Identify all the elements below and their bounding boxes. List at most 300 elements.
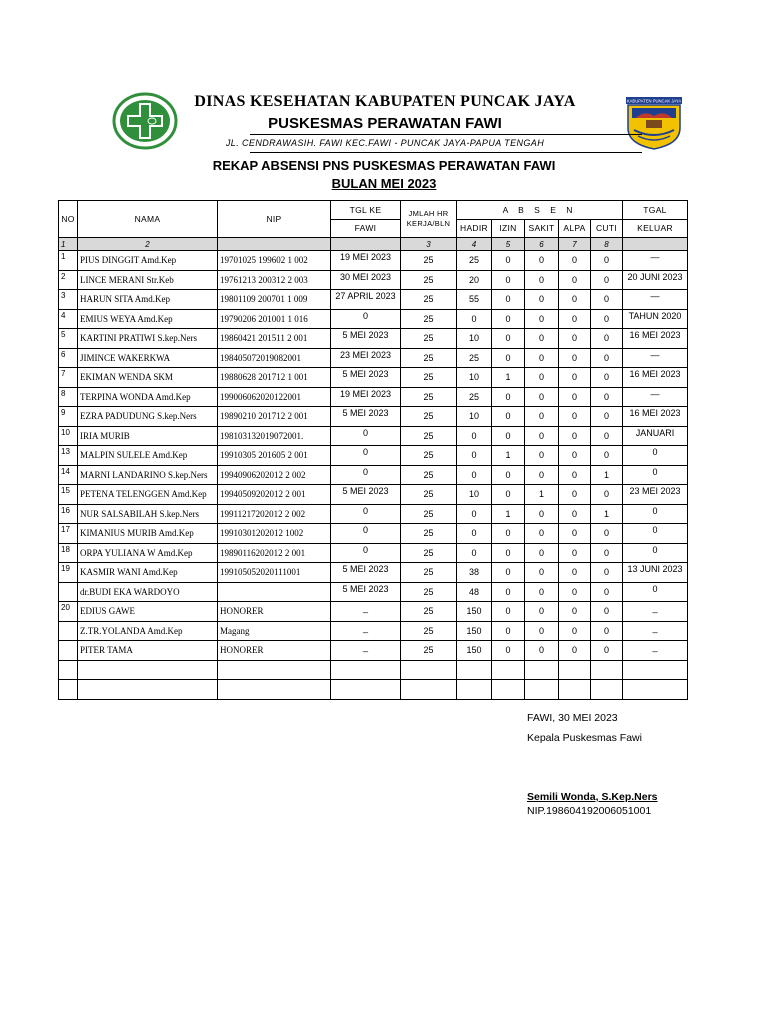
table-row <box>59 524 688 544</box>
row-jmlah: 25 <box>401 543 457 563</box>
row-cuti: 0 <box>591 621 623 641</box>
row-jmlah: 25 <box>401 641 457 661</box>
row-alpa: 0 <box>559 543 591 563</box>
row-sakit: 0 <box>525 426 559 446</box>
table-row <box>59 290 688 310</box>
row-sakit: 0 <box>525 563 559 583</box>
row-hadir: 48 <box>457 582 492 602</box>
col-no: NO <box>59 201 78 238</box>
row-jmlah: 25 <box>401 504 457 524</box>
row-cuti: 0 <box>591 329 623 349</box>
row-hadir: 10 <box>457 407 492 427</box>
col-absen: A B S E N <box>457 201 623 220</box>
signature-role: Kepala Puskesmas Fawi <box>527 732 642 744</box>
row-tgl-ke: 0 <box>331 504 401 524</box>
row-alpa: 0 <box>559 329 591 349</box>
row-tgl-ke: 0 <box>331 309 401 329</box>
row-tgl-ke: _ <box>331 641 401 661</box>
table-row <box>59 504 688 524</box>
report-subtitle: BULAN MEI 2023 <box>331 176 437 191</box>
row-cuti: 0 <box>591 602 623 622</box>
row-hadir: 0 <box>457 465 492 485</box>
row-tgl-ke: 0 <box>331 524 401 544</box>
row-keluar <box>623 680 688 700</box>
row-nama: LINCE MERANI Str.Keb <box>78 270 218 290</box>
table-row <box>59 426 688 446</box>
row-nama: IRIA MURIB <box>78 426 218 446</box>
row-tgl-ke: 5 MEI 2023 <box>331 407 401 427</box>
agency-title: DINAS KESEHATAN KABUPATEN PUNCAK JAYA <box>194 93 576 110</box>
row-tgl-ke <box>331 680 401 700</box>
row-tgl-ke: 19 MEI 2023 <box>331 251 401 271</box>
row-no: 5 <box>59 329 78 349</box>
row-alpa: 0 <box>559 348 591 368</box>
row-jmlah: 25 <box>401 621 457 641</box>
row-izin: 0 <box>492 290 525 310</box>
row-no: 1 <box>59 251 78 271</box>
row-nip: 19880628 201712 1 001 <box>218 368 331 388</box>
row-cuti <box>591 660 623 680</box>
row-jmlah: 25 <box>401 524 457 544</box>
row-izin: 0 <box>492 582 525 602</box>
row-nama: KARTINI PRATIWI S.kep.Ners <box>78 329 218 349</box>
table-row <box>59 680 688 700</box>
row-izin: 0 <box>492 426 525 446</box>
row-cuti: 0 <box>591 543 623 563</box>
row-nip: 19761213 200312 2 003 <box>218 270 331 290</box>
row-hadir: 10 <box>457 368 492 388</box>
row-nama: KASMIR WANI Amd.Kep <box>78 563 218 583</box>
row-hadir: 0 <box>457 504 492 524</box>
row-nip: 198405072019082001 <box>218 348 331 368</box>
row-sakit: 0 <box>525 504 559 524</box>
row-nama: EZRA PADUDUNG S.kep.Ners <box>78 407 218 427</box>
row-sakit: 0 <box>525 543 559 563</box>
row-hadir: 20 <box>457 270 492 290</box>
row-jmlah: 25 <box>401 582 457 602</box>
row-nip: 19910301202012 1002 <box>218 524 331 544</box>
row-sakit: 0 <box>525 368 559 388</box>
table-row <box>59 407 688 427</box>
row-nip: 19911217202012 2 002 <box>218 504 331 524</box>
row-izin: 0 <box>492 387 525 407</box>
row-hadir: 0 <box>457 426 492 446</box>
col-number: 3 <box>401 238 457 251</box>
row-cuti: 0 <box>591 563 623 583</box>
row-sakit: 0 <box>525 524 559 544</box>
row-hadir <box>457 660 492 680</box>
row-no: 14 <box>59 465 78 485</box>
row-no <box>59 660 78 680</box>
table-row <box>59 485 688 505</box>
row-alpa: 0 <box>559 251 591 271</box>
row-cuti: 0 <box>591 387 623 407</box>
row-keluar: 0 <box>623 543 688 563</box>
col-keluar: KELUAR <box>623 219 688 238</box>
row-alpa: 0 <box>559 504 591 524</box>
row-cuti: 0 <box>591 426 623 446</box>
row-sakit: 0 <box>525 348 559 368</box>
row-cuti: 0 <box>591 348 623 368</box>
table-row <box>59 251 688 271</box>
col-number <box>331 238 401 251</box>
table-row <box>59 465 688 485</box>
row-nip: 199105052020111001 <box>218 563 331 583</box>
row-nip: 19940509202012 2 001 <box>218 485 331 505</box>
col-number: 6 <box>525 238 559 251</box>
row-no: 10 <box>59 426 78 446</box>
table-row <box>59 348 688 368</box>
row-keluar: _ <box>623 602 688 622</box>
row-izin: 0 <box>492 524 525 544</box>
row-sakit: 0 <box>525 309 559 329</box>
col-jmlah: JMLAH HR KERJA/BLN <box>401 201 457 238</box>
row-jmlah: 25 <box>401 368 457 388</box>
row-keluar: 0 <box>623 446 688 466</box>
row-jmlah: 25 <box>401 270 457 290</box>
row-tgl-ke: 19 MEI 2023 <box>331 387 401 407</box>
row-jmlah <box>401 680 457 700</box>
table-row <box>59 641 688 661</box>
table-row <box>59 270 688 290</box>
row-nama: EKIMAN WENDA SKM <box>78 368 218 388</box>
row-no: 13 <box>59 446 78 466</box>
col-sakit: SAKIT <box>525 219 559 238</box>
row-cuti: 0 <box>591 407 623 427</box>
header-rule-bottom <box>250 152 642 153</box>
col-number: 8 <box>591 238 623 251</box>
row-alpa: 0 <box>559 407 591 427</box>
table-row <box>59 660 688 680</box>
col-number: 7 <box>559 238 591 251</box>
row-keluar: 0 <box>623 504 688 524</box>
row-alpa: 0 <box>559 426 591 446</box>
row-cuti: 0 <box>591 251 623 271</box>
svg-text:KABUPATEN PUNCAK JAYA: KABUPATEN PUNCAK JAYA <box>626 98 682 104</box>
column-number-row <box>59 238 688 251</box>
row-cuti: 0 <box>591 582 623 602</box>
row-tgl-ke: 5 MEI 2023 <box>331 485 401 505</box>
row-sakit: 0 <box>525 465 559 485</box>
row-nip: 19860421 201511 2 001 <box>218 329 331 349</box>
row-cuti: 0 <box>591 290 623 310</box>
row-izin <box>492 660 525 680</box>
row-alpa: 0 <box>559 563 591 583</box>
row-cuti: 0 <box>591 368 623 388</box>
row-jmlah: 25 <box>401 465 457 485</box>
row-nip: 198103132019072001. <box>218 426 331 446</box>
table-row <box>59 582 688 602</box>
col-number: 1 <box>59 238 78 251</box>
row-nama: Z.TR.YOLANDA Amd.Kep <box>78 621 218 641</box>
row-hadir: 38 <box>457 563 492 583</box>
row-no: 15 <box>59 485 78 505</box>
row-no: 9 <box>59 407 78 427</box>
row-izin: 0 <box>492 563 525 583</box>
row-nama: TERPINA WONDA Amd.Kep <box>78 387 218 407</box>
row-tgl-ke: 23 MEI 2023 <box>331 348 401 368</box>
row-hadir: 0 <box>457 446 492 466</box>
row-hadir: 25 <box>457 251 492 271</box>
table-row <box>59 309 688 329</box>
row-jmlah: 25 <box>401 563 457 583</box>
row-tgl-ke: 30 MEI 2023 <box>331 270 401 290</box>
row-cuti <box>591 680 623 700</box>
row-keluar: _ <box>623 641 688 661</box>
row-sakit: 0 <box>525 446 559 466</box>
col-tgl-ke: TGL KE <box>331 201 401 220</box>
row-alpa: 0 <box>559 602 591 622</box>
row-hadir: 0 <box>457 309 492 329</box>
row-alpa <box>559 660 591 680</box>
row-tgl-ke <box>331 660 401 680</box>
row-keluar: — <box>623 251 688 271</box>
row-tgl-ke: 0 <box>331 426 401 446</box>
row-nip <box>218 660 331 680</box>
row-nip: 199006062020122001 <box>218 387 331 407</box>
row-tgl-ke: 5 MEI 2023 <box>331 582 401 602</box>
row-nip: 19910305 201605 2 001 <box>218 446 331 466</box>
col-number <box>218 238 331 251</box>
row-nip: HONORER <box>218 641 331 661</box>
col-number: 2 <box>78 238 218 251</box>
row-keluar: 0 <box>623 582 688 602</box>
row-cuti: 0 <box>591 524 623 544</box>
attendance-table <box>58 200 688 700</box>
row-cuti: 1 <box>591 504 623 524</box>
row-no: 2 <box>59 270 78 290</box>
row-hadir: 25 <box>457 387 492 407</box>
row-jmlah: 25 <box>401 290 457 310</box>
row-jmlah: 25 <box>401 309 457 329</box>
col-tgal: TGAL <box>623 201 688 220</box>
row-nip: 19940906202012 2 002 <box>218 465 331 485</box>
row-sakit: 0 <box>525 387 559 407</box>
row-sakit: 1 <box>525 485 559 505</box>
row-sakit: 0 <box>525 602 559 622</box>
row-no: 6 <box>59 348 78 368</box>
row-jmlah: 25 <box>401 426 457 446</box>
row-jmlah: 25 <box>401 329 457 349</box>
row-izin <box>492 680 525 700</box>
row-tgl-ke: 5 MEI 2023 <box>331 563 401 583</box>
row-sakit <box>525 680 559 700</box>
row-tgl-ke: 5 MEI 2023 <box>331 329 401 349</box>
row-alpa: 0 <box>559 309 591 329</box>
row-keluar: TAHUN 2020 <box>623 309 688 329</box>
report-title: REKAP ABSENSI PNS PUSKESMAS PERAWATAN FAWI <box>212 158 556 173</box>
row-nip: 19801109 200701 1 009 <box>218 290 331 310</box>
row-keluar: JANUARI <box>623 426 688 446</box>
row-alpa <box>559 680 591 700</box>
row-jmlah: 25 <box>401 407 457 427</box>
row-sakit: 0 <box>525 270 559 290</box>
col-fawi: FAWI <box>331 219 401 238</box>
col-number: 5 <box>492 238 525 251</box>
table-row <box>59 602 688 622</box>
row-nama: PITER TAMA <box>78 641 218 661</box>
row-alpa: 0 <box>559 582 591 602</box>
row-izin: 0 <box>492 602 525 622</box>
row-nip <box>218 582 331 602</box>
row-jmlah: 25 <box>401 485 457 505</box>
row-no <box>59 641 78 661</box>
row-izin: 1 <box>492 368 525 388</box>
row-nama <box>78 660 218 680</box>
row-keluar: 0 <box>623 524 688 544</box>
row-sakit: 0 <box>525 290 559 310</box>
row-no: 17 <box>59 524 78 544</box>
row-nip: 19790206 201001 1 016 <box>218 309 331 329</box>
table-row <box>59 563 688 583</box>
row-cuti: 0 <box>591 485 623 505</box>
row-nama: MARNI LANDARINO S.kep.Ners <box>78 465 218 485</box>
row-izin: 0 <box>492 329 525 349</box>
row-no: 7 <box>59 368 78 388</box>
col-nip: NIP <box>218 201 331 238</box>
row-keluar: _ <box>623 621 688 641</box>
table-body <box>59 251 688 700</box>
table-row <box>59 329 688 349</box>
row-nip: 19890210 201712 2 001 <box>218 407 331 427</box>
table-row <box>59 446 688 466</box>
row-nama <box>78 680 218 700</box>
row-alpa: 0 <box>559 465 591 485</box>
row-izin: 0 <box>492 543 525 563</box>
row-cuti: 0 <box>591 641 623 661</box>
row-nama: NUR SALSABILAH S.kep.Ners <box>78 504 218 524</box>
row-nama: MALPIN SULELE Amd.Kep <box>78 446 218 466</box>
row-keluar: 16 MEI 2023 <box>623 407 688 427</box>
row-cuti: 0 <box>591 446 623 466</box>
row-izin: 0 <box>492 407 525 427</box>
row-sakit: 0 <box>525 621 559 641</box>
row-nip: HONORER <box>218 602 331 622</box>
table-row <box>59 543 688 563</box>
row-keluar: — <box>623 290 688 310</box>
signature-name: Semili Wonda, S.Kep.Ners <box>527 791 658 803</box>
row-nama: PIUS DINGGIT Amd.Kep <box>78 251 218 271</box>
row-nama: JIMINCE WAKERKWA <box>78 348 218 368</box>
row-keluar: 23 MEI 2023 <box>623 485 688 505</box>
row-no <box>59 582 78 602</box>
row-izin: 0 <box>492 251 525 271</box>
row-sakit: 0 <box>525 641 559 661</box>
header-rule <box>250 134 642 135</box>
table-row <box>59 621 688 641</box>
row-keluar: — <box>623 348 688 368</box>
row-nama: ORPA YULIANA W Amd.Kep <box>78 543 218 563</box>
row-no <box>59 621 78 641</box>
row-no: 20 <box>59 602 78 622</box>
row-no: 3 <box>59 290 78 310</box>
row-jmlah: 25 <box>401 387 457 407</box>
row-keluar: 20 JUNI 2023 <box>623 270 688 290</box>
row-nama: EDIUS GAWE <box>78 602 218 622</box>
row-cuti: 1 <box>591 465 623 485</box>
row-nip <box>218 680 331 700</box>
row-hadir: 150 <box>457 602 492 622</box>
row-jmlah <box>401 660 457 680</box>
row-alpa: 0 <box>559 290 591 310</box>
col-alpa: ALPA <box>559 219 591 238</box>
row-no <box>59 680 78 700</box>
table-row <box>59 387 688 407</box>
row-no: 16 <box>59 504 78 524</box>
row-alpa: 0 <box>559 485 591 505</box>
col-number <box>623 238 688 251</box>
row-cuti: 0 <box>591 309 623 329</box>
row-alpa: 0 <box>559 641 591 661</box>
row-hadir: 25 <box>457 348 492 368</box>
row-nip: 19890116202012 2 001 <box>218 543 331 563</box>
row-tgl-ke: 0 <box>331 446 401 466</box>
row-no: 19 <box>59 563 78 583</box>
row-alpa: 0 <box>559 446 591 466</box>
row-cuti: 0 <box>591 270 623 290</box>
row-hadir: 10 <box>457 329 492 349</box>
row-hadir: 150 <box>457 641 492 661</box>
row-no: 8 <box>59 387 78 407</box>
row-izin: 0 <box>492 348 525 368</box>
col-cuti: CUTI <box>591 219 623 238</box>
row-alpa: 0 <box>559 621 591 641</box>
row-sakit <box>525 660 559 680</box>
col-number: 4 <box>457 238 492 251</box>
row-keluar: 13 JUNI 2023 <box>623 563 688 583</box>
row-izin: 0 <box>492 465 525 485</box>
signature-place-date: FAWI, 30 MEI 2023 <box>527 712 618 724</box>
row-no: 4 <box>59 309 78 329</box>
row-keluar: 16 MEI 2023 <box>623 368 688 388</box>
row-nip: 19701025 199602 1 002 <box>218 251 331 271</box>
row-no: 18 <box>59 543 78 563</box>
row-keluar: 16 MEI 2023 <box>623 329 688 349</box>
row-izin: 0 <box>492 641 525 661</box>
col-nama: NAMA <box>78 201 218 238</box>
row-tgl-ke: 27 APRIL 2023 <box>331 290 401 310</box>
puskesmas-title: PUSKESMAS PERAWATAN FAWI <box>268 115 502 132</box>
row-tgl-ke: 5 MEI 2023 <box>331 368 401 388</box>
row-hadir: 0 <box>457 543 492 563</box>
row-keluar <box>623 660 688 680</box>
row-tgl-ke: 0 <box>331 465 401 485</box>
col-izin: IZIN <box>492 219 525 238</box>
row-sakit: 0 <box>525 251 559 271</box>
row-nip: Magang <box>218 621 331 641</box>
row-izin: 0 <box>492 621 525 641</box>
address: JL. CENDRAWASIH. FAWI KEC.FAWI - PUNCAK JAYA-PAPUA TENGAH <box>225 138 545 148</box>
col-hadir: HADIR <box>457 219 492 238</box>
row-hadir: 0 <box>457 524 492 544</box>
row-hadir: 150 <box>457 621 492 641</box>
row-jmlah: 25 <box>401 251 457 271</box>
row-keluar: — <box>623 387 688 407</box>
row-nama: PETENA TELENGGEN Amd.Kep <box>78 485 218 505</box>
row-izin: 0 <box>492 309 525 329</box>
table-row <box>59 368 688 388</box>
row-izin: 1 <box>492 446 525 466</box>
row-jmlah: 25 <box>401 602 457 622</box>
row-izin: 0 <box>492 485 525 505</box>
row-nama: dr.BUDI EKA WARDOYO <box>78 582 218 602</box>
signature-nip: NIP.198604192006051001 <box>527 805 652 817</box>
row-alpa: 0 <box>559 270 591 290</box>
row-tgl-ke: _ <box>331 621 401 641</box>
row-sakit: 0 <box>525 329 559 349</box>
row-keluar: 0 <box>623 465 688 485</box>
row-jmlah: 25 <box>401 446 457 466</box>
